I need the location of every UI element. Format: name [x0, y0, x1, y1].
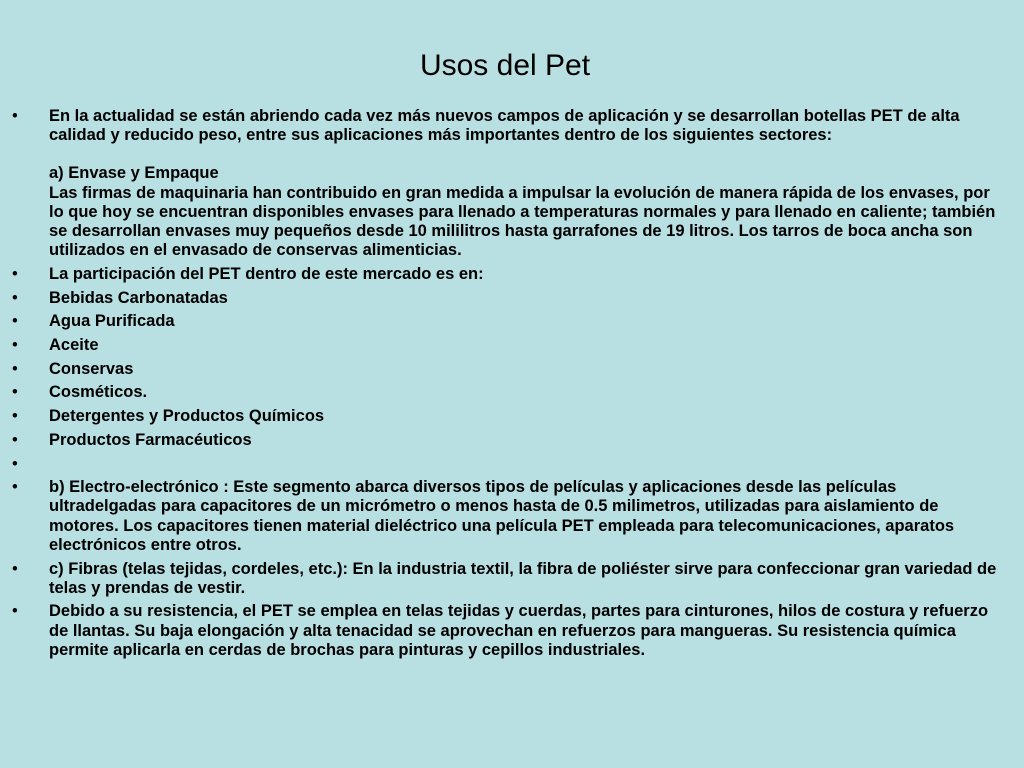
section-a-body: Las firmas de maquinaria han contribuido en gran medida a impulsar la evolución de manera rápida de los envases, por lo que hoy se encuentran disponibles envases para llenado a temperaturas normales y para llenado en caliente; también se desarrollan envases muy pequeños desde 10 mililitros hasta garrafones de 19 litros. Los tarros de boca ancha son utilizados en el envasado de conservas alimenticias. [49, 183, 996, 260]
list-item-market [12, 312, 1008, 331]
section-b-text: b) Electro-electrónico : Este segmento abarca diversos tipos de películas y aplicaciones desde las películas ultradelgadas para capacitores de un micrómetro o menos hasta de 0.5 milimetros, utilizadas para aislamiento de motores. Los capacitores tienen material dieléctrico una película PET empleada para telecomunicaciones, aparatos electrónicos entre otros. [49, 478, 955, 554]
market-purified-water: Agua Purificada [49, 312, 175, 331]
bullet-icon: • [12, 383, 18, 402]
market-pharmaceuticals: Productos Farmacéuticos [49, 430, 252, 449]
list-item-section-c [12, 560, 1008, 598]
bullet-icon: • [12, 559, 18, 578]
market-carbonated-drinks: Bebidas Carbonatadas [49, 288, 228, 307]
bullet-list [12, 107, 1008, 665]
market-detergents: Detergentes y Productos Químicos [49, 407, 325, 426]
bullet-icon: • [12, 336, 18, 355]
list-item-participation [12, 265, 1008, 284]
market-preserves: Conservas [49, 359, 134, 378]
market-cosmetics: Cosméticos. [49, 383, 148, 402]
list-item-market [12, 407, 1008, 426]
section-c-text: c) Fibras (telas tejidas, cordeles, etc.): En la industria textil, la fibra de poliéster sirve para confeccionar gran variedad de telas y prendas de vestir. [49, 559, 997, 597]
slide-title: Usos del Pet [419, 49, 591, 82]
bullet-icon: • [12, 107, 18, 125]
section-a-heading: a) Envase y Empaque [49, 164, 219, 183]
bullet-icon: • [12, 454, 18, 473]
resistance-text: Debido a su resistencia, el PET se emplea en telas tejidas y cuerdas, partes para cinturones, hilos de costura y refuerzo de llantas. Su baja elongación y alta tenacidad se aprovechan en refuerzos para mangueras. Su resistencia química permite aplicarla en cerdas de brochas para pinturas y cepillos industriales. [49, 602, 989, 659]
participation-text: La participación del PET dentro de este mercado es en: [49, 264, 484, 283]
bullet-icon: • [12, 288, 18, 307]
list-item-intro [12, 107, 1008, 260]
list-item-market [12, 431, 1008, 450]
list-item-market [12, 336, 1008, 355]
list-item-section-b [12, 478, 1008, 555]
bullet-icon: • [12, 478, 18, 497]
bullet-icon: • [12, 430, 18, 449]
bullet-icon: • [12, 407, 18, 426]
intro-text: En la actualidad se están abriendo cada vez más nuevos campos de aplicación y se desarrollan botellas PET de alta calidad y reducido peso, entre sus aplicaciones más importantes dentro de los siguientes sectores: [49, 107, 960, 145]
list-item-market [12, 383, 1008, 402]
bullet-icon: • [12, 264, 18, 283]
list-item-resistance [12, 602, 1008, 660]
list-item-market [12, 289, 1008, 308]
list-item-empty [12, 455, 1008, 474]
list-item-market [12, 360, 1008, 379]
bullet-icon: • [12, 359, 18, 378]
empty-bullet-text [49, 455, 1008, 474]
section-a [49, 164, 1008, 260]
bullet-icon: • [12, 602, 18, 621]
market-oil: Aceite [49, 336, 99, 355]
bullet-icon: • [12, 312, 18, 331]
